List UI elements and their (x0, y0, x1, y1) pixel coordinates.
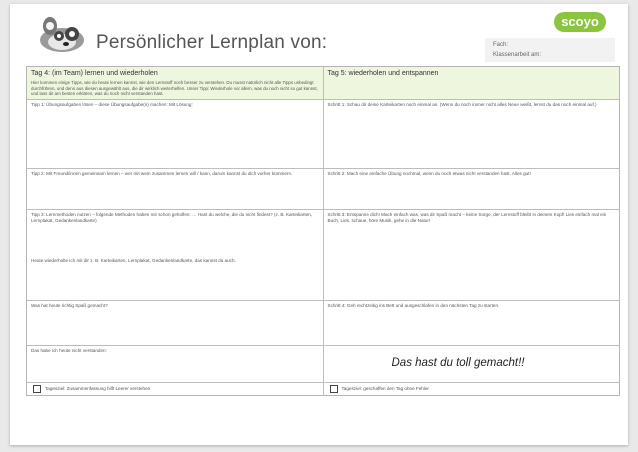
table-row (27, 169, 619, 210)
footer-left (27, 383, 324, 395)
plan-table (26, 66, 620, 396)
left-cell-text: Tipp 3: Lernmethoden nutzen – folgende Methoden haben mir schon geholfen: … Hast du welche, die du nicht findest? (z. B. Karteikarten, Lernplakat, Gedankenlandkarte) (31, 211, 312, 223)
page-title: Persönlicher Lernplan von: (96, 32, 328, 53)
table-row (27, 100, 619, 169)
left-cell[interactable]: Was hat heute richtig Spaß gemacht? (27, 301, 324, 345)
left-heading: Tag 4: (im Team) lernen und wiederholen (31, 70, 158, 77)
left-cell[interactable]: Das habe ich heute nicht verstanden: (27, 346, 324, 382)
left-cell-extra: Heute wiederholte ich mit dir z. B. Karteikarten, Lernplakat, Gedankenlandkarte, das kannst du auch. (31, 257, 236, 263)
table-header-row (27, 67, 619, 100)
right-cell[interactable]: Schritt 1: Schau dir deine Karteikarten noch einmal an. (Wenn du noch immer nicht alles Neue weißt, lernst du das noch einmal auf.) (327, 101, 597, 107)
right-header-cell (324, 67, 620, 99)
right-cell[interactable]: Schritt 3: Entspanne dich! Mach einfach was, was dir Spaß macht – keine Sorge, der Lernstoff bleibt in deinem Kopf! Lies einfach mal ein Buch, Lies, schaue, höre Musik, gehe in die Natur! (327, 211, 607, 223)
left-cell[interactable]: Tipp 1: Übungsaufgaben lösen – diese Übungsaufgabe(n) machen: Mit Lösung: (27, 100, 324, 168)
field-exam-date[interactable]: Klassenarbeit am: (493, 52, 542, 58)
right-cell (324, 346, 620, 382)
table-row (27, 346, 619, 383)
footer-row (27, 383, 619, 395)
document-page (10, 4, 628, 445)
right-cell[interactable]: Schritt 4: Geh rechtzeitig ins Bett und ausgeschlafen in den nächsten Tag zu starten. (327, 302, 500, 308)
left-header-cell (27, 67, 324, 99)
right-cell[interactable]: Schritt 2: Mach eine einfache Übung nochmal, wenn du noch etwas nicht verstanden hast. Alles gut! (327, 170, 531, 176)
left-cell[interactable]: Tipp 2: Mit Freund/innen gemeinsam lernen – wer mit wem zusammen lernen will / kann, darum kannst du dich vorher kümmern. (27, 169, 324, 209)
left-intro: Hier kommen einige Tipps, wie du heute lernen kannst, wie den Lernstoff noch besser zu verstehen. Du musst natürlich nicht alle Tipps unbedingt durchführen, und denn aus diesen ausgewählt aus, die dir wirklich weiterhelfen. Unser Tipp: Wiederhole vor allem, was du noch nicht so gut kannst, und lass dir am besten erklären, was du noch nicht verstanden hast. (31, 80, 318, 96)
right-heading: Tag 5: wiederholen und entspannen (327, 70, 439, 77)
meta-fields (485, 38, 615, 62)
daily-goal-checkbox[interactable] (33, 385, 41, 393)
footer-right (324, 383, 620, 395)
field-subject[interactable]: Fach: (493, 42, 509, 48)
daily-goal-checkbox[interactable] (330, 385, 338, 393)
praise-text: Das hast du toll gemacht!! (391, 356, 525, 369)
scoyo-logo: scoyo (554, 12, 606, 32)
footer-right-label: Tagesziel: geschaffen den Tag ohne Fehler (341, 385, 429, 391)
table-row (27, 301, 619, 346)
left-cell[interactable] (27, 210, 324, 300)
footer-left-label: Tagesziel: Zusammenfassung hilft Leerer verstehen (45, 385, 151, 391)
raccoon-mascot-icon (32, 10, 92, 54)
table-row (27, 210, 619, 301)
